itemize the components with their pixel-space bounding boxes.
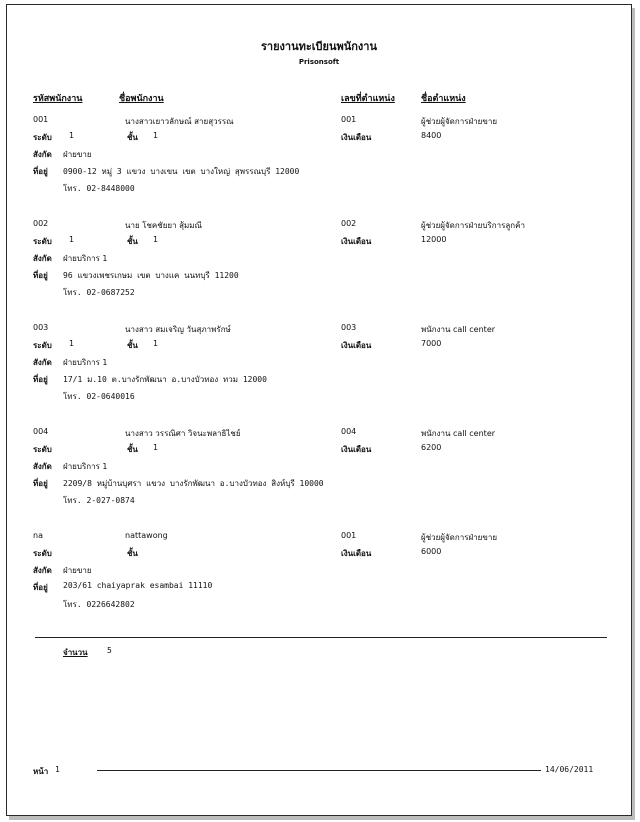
report-page — [6, 4, 632, 816]
emp-id: 002 — [33, 219, 49, 228]
step-value: 1 — [153, 339, 159, 348]
step-label: ชั้น — [127, 237, 138, 246]
salary-value: 6200 — [421, 443, 442, 452]
footer-rule — [97, 770, 541, 771]
dept-value: ฝ่ายบริการ 1 — [63, 462, 108, 471]
position-name: ผู้ช่วยผู้จัดการฝ่ายขาย — [421, 533, 498, 542]
emp-name: นางสาว วรรณิศา วิจนะพลาธิไชย์ — [125, 429, 241, 438]
step-label: ชั้น — [127, 445, 138, 454]
salary-value: 7000 — [421, 339, 442, 348]
step-value: 1 — [153, 443, 159, 452]
col-header-position-id: เลขที่ตำแหน่ง — [341, 94, 395, 104]
report-subtitle: Prisonsoft — [298, 58, 340, 66]
salary-label: เงินเดือน — [341, 341, 372, 350]
col-header-position-name: ชื่อตำแหน่ง — [421, 94, 466, 104]
position-name: ผู้ช่วยผู้จัดการฝ่ายขาย — [421, 117, 498, 126]
address-value: 96 แขวงเพชรเกษม เขต บางแค นนทบุรี 11200 — [63, 271, 239, 280]
position-name: พนักงาน call center — [421, 325, 496, 334]
col-header-emp-id: รหัสพนักงาน — [33, 94, 83, 104]
level-label: ระดับ — [33, 237, 52, 246]
emp-name: นางสาว สมเจริญ วันสุภาพรักษ์ — [125, 325, 231, 334]
emp-name: นางสาวเยาวลักษณ์ สายสุวรรณ — [125, 117, 234, 126]
address-label: ที่อยู่ — [33, 479, 48, 488]
dept-value: ฝ่ายบริการ 1 — [63, 254, 108, 263]
emp-id: 003 — [33, 323, 49, 332]
step-label: ชั้น — [127, 341, 138, 350]
summary-divider — [35, 637, 607, 638]
position-id: 001 — [341, 531, 357, 540]
dept-label: สังกัด — [33, 462, 52, 471]
emp-id: 004 — [33, 427, 49, 436]
footer-page-number: 1 — [55, 765, 60, 774]
salary-value: 8400 — [421, 131, 442, 140]
position-name: ผู้ช่วยผู้จัดการฝ่ายบริการลูกค้า — [421, 221, 525, 230]
address-label: ที่อยู่ — [33, 167, 48, 176]
position-id: 002 — [341, 219, 357, 228]
dept-label: สังกัด — [33, 358, 52, 367]
level-label: ระดับ — [33, 341, 52, 350]
level-label: ระดับ — [33, 133, 52, 142]
salary-value: 12000 — [421, 235, 447, 244]
dept-value: ฝ่ายขาย — [63, 150, 92, 159]
address-label: ที่อยู่ — [33, 375, 48, 384]
dept-value: ฝ่ายขาย — [63, 566, 92, 575]
salary-label: เงินเดือน — [341, 237, 372, 246]
col-header-emp-name: ชื่อพนักงาน — [119, 94, 164, 104]
phone-value: โทร. 02-0687252 — [63, 288, 135, 297]
summary-count: 5 — [107, 646, 112, 655]
position-id: 003 — [341, 323, 357, 332]
salary-value: 6000 — [421, 547, 442, 556]
dept-label: สังกัด — [33, 254, 52, 263]
position-id: 004 — [341, 427, 357, 436]
emp-id: na — [33, 531, 43, 540]
emp-name: นาย โชคชัยยา สุ้มมณี — [125, 221, 202, 230]
step-value: 1 — [153, 235, 159, 244]
address-value: 2209/8 หมู่บ้านบุศรา แขวง บางรักพัฒนา อ.บางบัวทอง สิงห์บุรี 10000 — [63, 479, 324, 488]
salary-label: เงินเดือน — [341, 549, 372, 558]
emp-id: 001 — [33, 115, 49, 124]
address-label: ที่อยู่ — [33, 271, 48, 280]
dept-value: ฝ่ายบริการ 1 — [63, 358, 108, 367]
phone-value: โทร. 0226642802 — [63, 600, 135, 609]
summary-label: จำนวน — [63, 648, 88, 657]
level-label: ระดับ — [33, 549, 52, 558]
step-label: ชั้น — [127, 133, 138, 142]
level-label: ระดับ — [33, 445, 52, 454]
report-title: รายงานทะเบียนพนักงาน — [261, 40, 377, 53]
phone-value: โทร. 02-0640016 — [63, 392, 135, 401]
salary-label: เงินเดือน — [341, 133, 372, 142]
address-value: 17/1 ม.10 ต.บางรักพัฒนา อ.บางบัวทอง ทวม 12000 — [63, 375, 267, 384]
dept-label: สังกัด — [33, 566, 52, 575]
position-name: พนักงาน call center — [421, 429, 496, 438]
level-value: 1 — [69, 339, 75, 348]
address-value: 203/61 chaiyaprak esambai 11110 — [63, 581, 213, 590]
step-value: 1 — [153, 131, 159, 140]
level-value: 1 — [69, 235, 75, 244]
footer-page-label: หน้า — [33, 767, 49, 776]
emp-name: nattawong — [125, 531, 168, 540]
step-label: ชั้น — [127, 549, 138, 558]
footer-date: 14/06/2011 — [545, 765, 594, 774]
address-value: 0900-12 หมู่ 3 แขวง บางเขน เขต บางใหญ่ สุพรรณบุรี 12000 — [63, 167, 300, 176]
level-value: 1 — [69, 131, 75, 140]
phone-value: โทร. 2-027-0874 — [63, 496, 135, 505]
phone-value: โทร. 02-8448000 — [63, 184, 135, 193]
dept-label: สังกัด — [33, 150, 52, 159]
address-label: ที่อยู่ — [33, 583, 48, 592]
salary-label: เงินเดือน — [341, 445, 372, 454]
position-id: 001 — [341, 115, 357, 124]
